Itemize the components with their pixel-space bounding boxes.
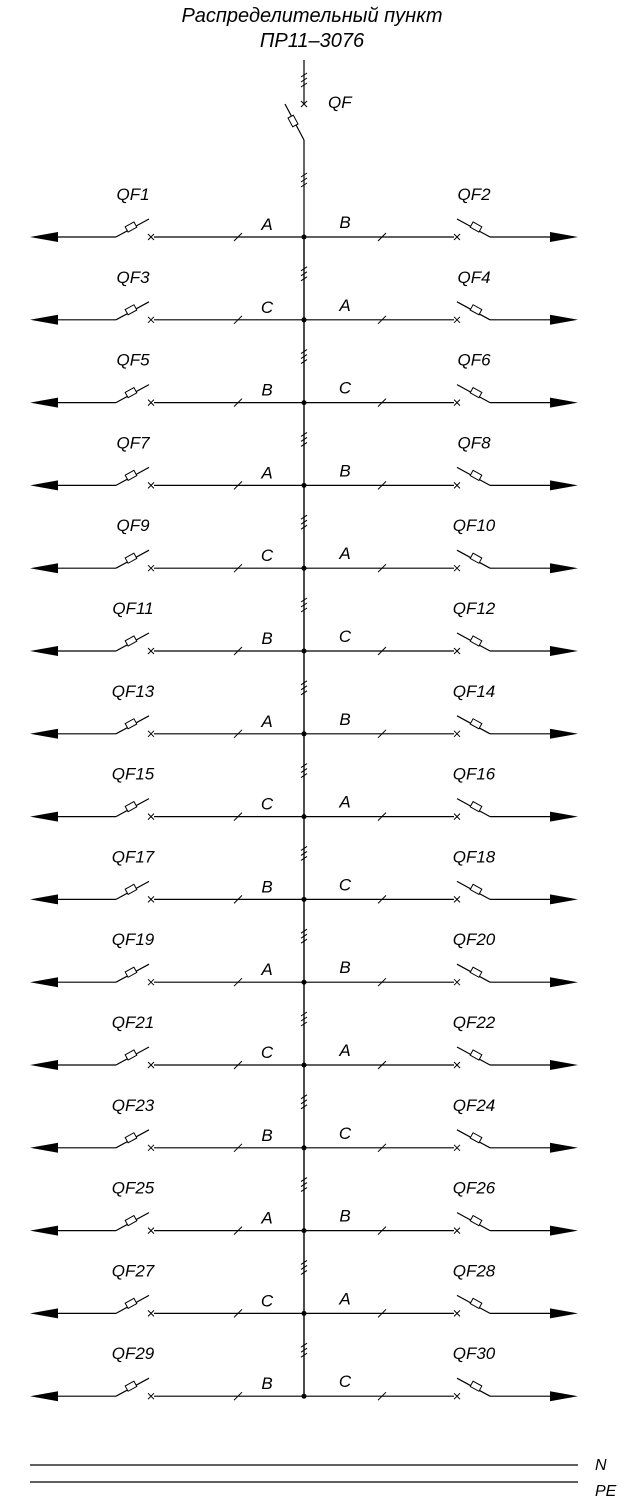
- feeder-9-right-phase-label: C: [338, 875, 352, 895]
- feeder-9-left-phase-label: B: [261, 877, 273, 897]
- feeder-15-right-trip-box: [470, 1381, 482, 1391]
- feeder-1-left-phase-label: A: [261, 215, 273, 234]
- feeder-11-left-arrow: [30, 1060, 58, 1070]
- feeder-11-bus-tick-marks: [301, 1012, 307, 1026]
- feeders: [30, 185, 578, 1401]
- feeder-3-bus-tick-marks: [301, 350, 307, 364]
- feeder-4-left-breaker-label: QF7: [116, 433, 150, 453]
- feeder-11-right-breaker-label: QF22: [452, 1013, 496, 1032]
- feeder-3-left-trip-box: [125, 388, 137, 398]
- feeder-11-right-contact: [454, 1062, 460, 1068]
- feeder-6-bus-tick-marks: [301, 598, 307, 612]
- feeder-1-right-trip-box: [470, 222, 482, 232]
- feeder-10-right-arrow: [550, 977, 578, 987]
- feeder-9-right-contact: [454, 896, 460, 902]
- feeder-1-right-contact: [454, 234, 460, 240]
- feeder-10-right-phase-label: B: [339, 958, 351, 978]
- feeder-6-left-phase-label: B: [261, 629, 273, 648]
- feeder-13-right-breaker-label: QF26: [452, 1178, 496, 1198]
- feeder-8-right-arrow: [550, 812, 578, 822]
- feeder-2-right-breaker-label: QF4: [457, 267, 491, 287]
- feeder-12-left-trip-box: [125, 1133, 137, 1143]
- feeder-6-left-trip-box: [125, 636, 137, 646]
- feeder-4-right-contact: [454, 482, 460, 488]
- main-bus-tick-marks: [301, 173, 307, 187]
- feeder-8-right-breaker-label: QF16: [452, 764, 496, 784]
- feeder-6-right-trip-box: [470, 636, 482, 646]
- feeder-5-right-phase-label: A: [339, 544, 351, 564]
- main-incoming: [285, 60, 353, 237]
- feeder-3-right-breaker-label: QF6: [457, 350, 491, 370]
- feeder-2-right-phase-label: A: [339, 295, 351, 315]
- feeder-7-right-breaker-label: QF14: [452, 681, 496, 701]
- feeder-15-right-arrow: [550, 1391, 578, 1401]
- feeder-6-right-breaker-label: QF12: [452, 599, 496, 618]
- feeder-3-left-phase-label: B: [261, 380, 273, 400]
- feeder-10-left-phase-label: A: [261, 960, 273, 980]
- feeder-8-left-breaker-label: QF15: [111, 764, 155, 784]
- feeder-12-right-contact: [454, 1145, 460, 1151]
- feeder-15-right-contact: [454, 1393, 460, 1399]
- feeder-9-right-trip-box: [470, 884, 482, 894]
- feeder-3-right-phase-label: C: [338, 378, 352, 398]
- feeder-11-right-phase-label: A: [339, 1041, 351, 1060]
- feeder-9-left-breaker-label: QF17: [111, 847, 155, 867]
- feeder-3-right-arrow: [550, 398, 578, 408]
- feeder-7-bus-tick-marks: [301, 681, 307, 695]
- feeder-13-bus-tick-marks: [301, 1178, 307, 1192]
- feeder-14-bus-tick-marks: [301, 1260, 307, 1274]
- feeder-8-left-trip-box: [125, 802, 137, 812]
- feeder-13-right-trip-box: [470, 1216, 482, 1226]
- feeder-2-left-contact: [148, 317, 154, 323]
- feeder-9-right-breaker-label: QF18: [452, 847, 496, 867]
- feeder-12-bus-tick-marks: [301, 1095, 307, 1109]
- feeder-7-left-trip-box: [125, 719, 137, 729]
- title-line-2: ПР11–3076: [259, 30, 365, 52]
- feeder-14-left-arrow: [30, 1308, 58, 1318]
- feeder-15-left-breaker-label: QF29: [111, 1344, 155, 1364]
- feeder-6-right-arrow: [550, 646, 578, 656]
- feeder-8-right-phase-label: A: [339, 792, 351, 812]
- feeder-14-right-contact: [454, 1310, 460, 1316]
- feeder-8-right-trip-box: [470, 802, 482, 812]
- feeder-14-right-breaker-label: QF28: [452, 1261, 496, 1281]
- feeder-1-left-arrow: [30, 232, 58, 242]
- feeder-1-right-arrow: [550, 232, 578, 242]
- feeder-11-left-contact: [148, 1062, 154, 1068]
- feeder-10-left-breaker-label: QF19: [111, 930, 155, 950]
- feeder-13-left-trip-box: [125, 1216, 137, 1226]
- feeder-15-right-phase-label: C: [338, 1372, 352, 1392]
- feeder-1-right-phase-label: B: [339, 213, 351, 232]
- feeder-2-left-arrow: [30, 315, 58, 325]
- feeder-4-left-phase-label: A: [261, 463, 273, 483]
- feeder-9-left-contact: [148, 896, 154, 902]
- feeder-13-left-contact: [148, 1228, 154, 1234]
- feeder-7-left-arrow: [30, 729, 58, 739]
- feeder-10-left-arrow: [30, 977, 58, 987]
- feeder-9-left-trip-box: [125, 884, 137, 894]
- feeder-1-left-breaker-label: QF1: [116, 185, 150, 204]
- feeder-4-right-breaker-label: QF8: [457, 433, 491, 453]
- feeder-3-right-trip-box: [470, 388, 482, 398]
- feeder-15-left-phase-label: B: [261, 1374, 273, 1394]
- feeder-15-left-trip-box: [125, 1381, 137, 1391]
- feeder-14-right-arrow: [550, 1308, 578, 1318]
- title-line-1: Распределительный пункт: [181, 5, 443, 27]
- feeder-3-left-breaker-label: QF5: [116, 350, 150, 370]
- feeder-11-left-breaker-label: QF21: [111, 1013, 155, 1032]
- feeder-11-right-arrow: [550, 1060, 578, 1070]
- feeder-2-left-trip-box: [125, 305, 137, 315]
- feeder-15-left-arrow: [30, 1391, 58, 1401]
- feeder-7-left-breaker-label: QF13: [111, 681, 155, 701]
- feeder-2-left-breaker-label: QF3: [116, 267, 150, 287]
- feeder-6-left-breaker-label: QF11: [112, 599, 154, 618]
- feeder-3-right-contact: [454, 400, 460, 406]
- feeder-7-right-trip-box: [470, 719, 482, 729]
- feeder-12-right-arrow: [550, 1143, 578, 1153]
- feeder-6-right-contact: [454, 648, 460, 654]
- feeder-10-right-breaker-label: QF20: [452, 930, 496, 950]
- main-incoming-tick-marks: [301, 73, 307, 87]
- feeder-15-right-breaker-label: QF30: [452, 1344, 496, 1364]
- feeder-12-right-breaker-label: QF24: [452, 1095, 496, 1115]
- feeder-7-left-contact: [148, 731, 154, 737]
- main-breaker-trip-box: [288, 115, 298, 127]
- feeder-4-bus-tick-marks: [301, 432, 307, 446]
- feeder-1-right-breaker-label: QF2: [457, 185, 491, 204]
- feeder-13-left-phase-label: A: [261, 1208, 273, 1228]
- feeder-12-left-breaker-label: QF23: [111, 1095, 155, 1115]
- feeder-5-right-contact: [454, 565, 460, 571]
- feeder-6-left-contact: [148, 648, 154, 654]
- feeder-14-right-trip-box: [470, 1298, 482, 1308]
- feeder-12-left-phase-label: B: [261, 1125, 273, 1145]
- feeder-10-right-contact: [454, 979, 460, 985]
- feeder-7-left-phase-label: A: [261, 711, 273, 731]
- feeder-7-right-contact: [454, 731, 460, 737]
- feeder-5-left-phase-label: C: [260, 546, 274, 566]
- feeder-4-right-trip-box: [470, 470, 482, 480]
- feeder-9-left-arrow: [30, 894, 58, 904]
- feeder-9-bus-tick-marks: [301, 846, 307, 860]
- feeder-12-right-phase-label: C: [338, 1123, 352, 1143]
- feeder-13-left-breaker-label: QF25: [111, 1178, 155, 1198]
- feeder-4-left-trip-box: [125, 470, 137, 480]
- pe-bus-label: PE: [595, 1483, 617, 1500]
- feeder-13-right-phase-label: B: [339, 1206, 351, 1226]
- feeder-5-right-trip-box: [470, 553, 482, 563]
- neutral-bus-label: N: [595, 1457, 607, 1474]
- feeder-2-right-arrow: [550, 315, 578, 325]
- feeder-14-left-breaker-label: QF27: [111, 1261, 155, 1281]
- feeder-5-left-trip-box: [125, 553, 137, 563]
- feeder-7-right-phase-label: B: [339, 709, 351, 729]
- feeder-4-right-phase-label: B: [339, 461, 351, 481]
- feeder-8-left-phase-label: C: [260, 794, 274, 814]
- feeder-5-left-contact: [148, 565, 154, 571]
- feeder-11-left-trip-box: [125, 1050, 137, 1060]
- feeder-4-left-arrow: [30, 480, 58, 490]
- feeder-7-right-arrow: [550, 729, 578, 739]
- feeder-4-left-contact: [148, 482, 154, 488]
- feeder-1-left-trip-box: [125, 222, 137, 232]
- feeder-10-left-trip-box: [125, 967, 137, 977]
- feeder-5-left-breaker-label: QF9: [116, 516, 150, 536]
- feeder-6-right-phase-label: C: [338, 627, 352, 646]
- feeder-14-left-trip-box: [125, 1298, 137, 1308]
- feeder-2-right-contact: [454, 317, 460, 323]
- feeder-9-right-arrow: [550, 894, 578, 904]
- feeder-13-right-contact: [454, 1228, 460, 1234]
- feeder-14-left-contact: [148, 1310, 154, 1316]
- feeder-11-right-trip-box: [470, 1050, 482, 1060]
- feeder-15-left-contact: [148, 1393, 154, 1399]
- feeder-5-right-breaker-label: QF10: [452, 516, 496, 536]
- feeder-6-left-arrow: [30, 646, 58, 656]
- feeder-11-left-phase-label: C: [260, 1043, 274, 1062]
- feeder-15-bus-tick-marks: [301, 1343, 307, 1357]
- feeder-3-left-arrow: [30, 398, 58, 408]
- feeder-10-right-trip-box: [470, 967, 482, 977]
- feeder-2-right-trip-box: [470, 305, 482, 315]
- feeder-12-left-contact: [148, 1145, 154, 1151]
- feeder-8-right-contact: [454, 814, 460, 820]
- feeder-12-left-arrow: [30, 1143, 58, 1153]
- feeder-13-left-arrow: [30, 1226, 58, 1236]
- feeder-4-right-arrow: [550, 480, 578, 490]
- feeder-5-bus-tick-marks: [301, 515, 307, 529]
- feeder-5-right-arrow: [550, 563, 578, 573]
- feeder-2-bus-tick-marks: [301, 267, 307, 281]
- feeder-1-left-contact: [148, 234, 154, 240]
- feeder-12-right-trip-box: [470, 1133, 482, 1143]
- feeder-3-left-contact: [148, 400, 154, 406]
- feeder-8-left-contact: [148, 814, 154, 820]
- feeder-10-left-contact: [148, 979, 154, 985]
- main-breaker-label: QF: [328, 93, 352, 112]
- feeder-13-right-arrow: [550, 1226, 578, 1236]
- feeder-8-left-arrow: [30, 812, 58, 822]
- feeder-14-left-phase-label: C: [260, 1291, 274, 1311]
- feeder-2-left-phase-label: C: [260, 297, 274, 317]
- feeder-8-bus-tick-marks: [301, 764, 307, 778]
- feeder-14-right-phase-label: A: [339, 1289, 351, 1309]
- feeder-10-bus-tick-marks: [301, 929, 307, 943]
- feeder-5-left-arrow: [30, 563, 58, 573]
